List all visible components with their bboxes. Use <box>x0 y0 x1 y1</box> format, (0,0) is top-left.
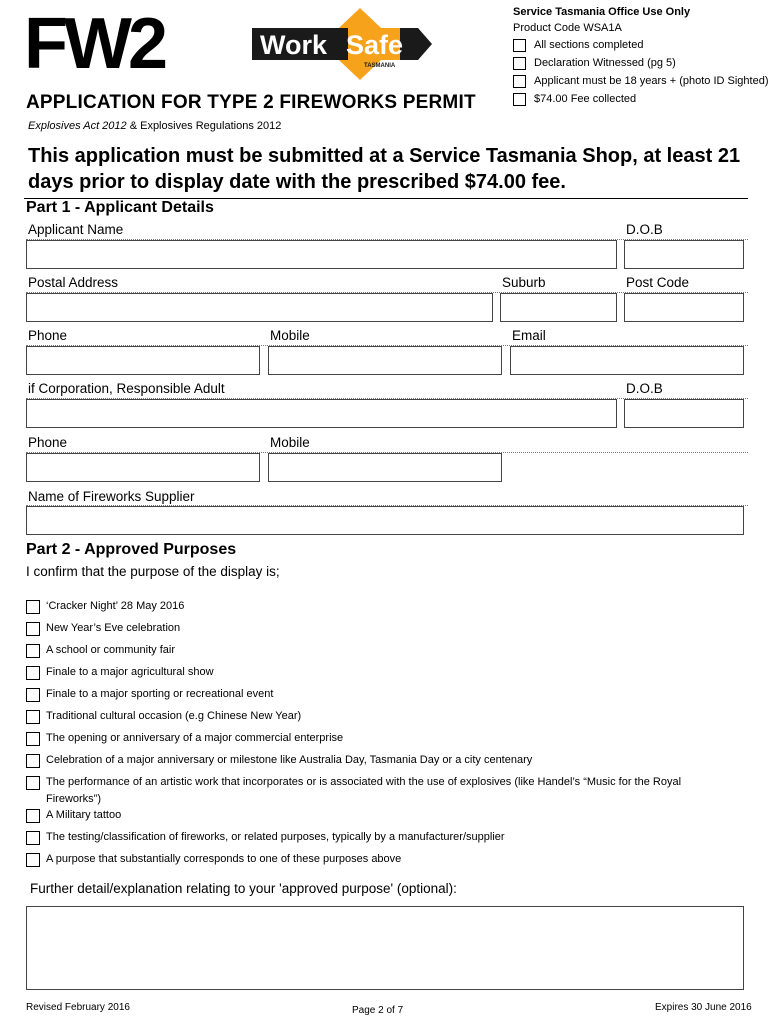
form-title: APPLICATION FOR TYPE 2 FIREWORKS PERMIT <box>26 92 476 113</box>
purpose-label: New Year’s Eve celebration <box>46 622 181 634</box>
purpose-label: A Military tattoo <box>46 809 122 821</box>
supplier-label: Name of Fireworks Supplier <box>28 489 195 504</box>
responsible-adult-field[interactable] <box>26 399 617 428</box>
purpose-checkbox[interactable] <box>26 809 40 823</box>
purpose-label: A purpose that substantially corresponds to one of these purposes above <box>46 853 402 865</box>
office-check-row[interactable] <box>513 72 769 90</box>
dob2-label: D.O.B <box>626 381 663 396</box>
purpose-option[interactable] <box>26 774 726 808</box>
corporation-label: if Corporation, Responsible Adult <box>28 381 225 396</box>
purpose-option[interactable] <box>26 708 301 725</box>
purpose-option[interactable] <box>26 664 214 681</box>
purpose-checkbox[interactable] <box>26 853 40 867</box>
submission-notice: This application must be submitted at a Service Tasmania Shop, at least 21 days prior to display date with the prescribed $74.00 fee. <box>28 145 741 193</box>
legislation-reference <box>28 120 281 132</box>
purpose-option[interactable] <box>26 620 180 637</box>
phone-field[interactable] <box>26 346 260 375</box>
purpose-option[interactable] <box>26 598 184 615</box>
post-code-label: Post Code <box>626 275 690 290</box>
office-check-row[interactable] <box>513 54 769 72</box>
act-name: Explosives Act 2012 <box>28 120 127 132</box>
purpose-option[interactable] <box>26 642 175 659</box>
purpose-checkbox[interactable] <box>26 732 40 746</box>
purpose-option[interactable] <box>26 829 505 846</box>
applicant-name-label: Applicant Name <box>28 222 124 237</box>
part1-title: Part 1 - Applicant Details <box>26 199 214 216</box>
email-field[interactable] <box>510 346 744 375</box>
office-checkbox[interactable] <box>513 57 526 70</box>
revised-date: Revised February 2016 <box>26 1002 130 1013</box>
regulations-name: & Explosives Regulations 2012 <box>126 120 282 132</box>
purpose-label: The performance of an artistic work that incorporates or is associated with the use of explosives (like Handel’s “Music for the Royal Fireworks”) <box>46 776 682 805</box>
part2-intro: I confirm that the purpose of the display is; <box>26 564 280 579</box>
purpose-checkbox[interactable] <box>26 622 40 636</box>
mobile2-field[interactable] <box>268 453 502 482</box>
further-detail-textarea[interactable] <box>26 906 744 990</box>
dob-field[interactable] <box>624 240 744 269</box>
postal-address-label: Postal Address <box>28 275 119 290</box>
purpose-checkbox[interactable] <box>26 776 40 790</box>
office-checkbox[interactable] <box>513 93 526 106</box>
mobile2-label: Mobile <box>270 435 310 450</box>
logo-word-safe: Safe <box>346 30 404 60</box>
worksafe-logo <box>248 6 438 82</box>
suburb-label: Suburb <box>502 275 546 290</box>
purpose-label: Traditional cultural occasion (e.g Chinese New Year) <box>46 710 302 722</box>
purpose-option[interactable] <box>26 807 121 824</box>
logo-sub: TASMANIA <box>364 63 396 69</box>
purpose-checkbox[interactable] <box>26 644 40 658</box>
expiry-date: Expires 30 June 2016 <box>655 1002 752 1013</box>
post-code-field[interactable] <box>624 293 744 322</box>
office-check-label: Declaration Witnessed (pg 5) <box>534 57 676 69</box>
purpose-checkbox[interactable] <box>26 688 40 702</box>
office-use-box <box>513 4 769 108</box>
postal-address-field[interactable] <box>26 293 493 322</box>
office-checkbox[interactable] <box>513 75 526 88</box>
supplier-field[interactable] <box>26 506 744 535</box>
purpose-option[interactable] <box>26 730 343 747</box>
phone2-field[interactable] <box>26 453 260 482</box>
purpose-option[interactable] <box>26 686 273 703</box>
office-use-title: Service Tasmania Office Use Only <box>513 6 691 18</box>
office-check-label: Applicant must be 18 years + (photo ID Sighted) <box>534 75 769 87</box>
page-number: Page 2 of 7 <box>352 1005 404 1016</box>
purpose-checkbox[interactable] <box>26 831 40 845</box>
mobile-label: Mobile <box>270 328 310 343</box>
purpose-label: Finale to a major agricultural show <box>46 666 214 678</box>
suburb-field[interactable] <box>500 293 617 322</box>
office-checkbox[interactable] <box>513 39 526 52</box>
office-check-label: $74.00 Fee collected <box>534 93 637 105</box>
applicant-name-field[interactable] <box>26 240 617 269</box>
mobile-field[interactable] <box>268 346 502 375</box>
form-code: FW2 <box>24 4 164 84</box>
further-detail-label: Further detail/explanation relating to your 'approved purpose' (optional): <box>30 881 457 896</box>
purpose-checkbox[interactable] <box>26 710 40 724</box>
email-label: Email <box>512 328 546 343</box>
purpose-label: A school or community fair <box>46 644 175 656</box>
product-code: Product Code WSA1A <box>513 22 622 34</box>
office-check-label: All sections completed <box>534 39 644 51</box>
purpose-label: ‘Cracker Night’ 28 May 2016 <box>46 600 185 612</box>
purpose-checkbox[interactable] <box>26 754 40 768</box>
purpose-label: Celebration of a major anniversary or milestone like Australia Day, Tasmania Day or a city centenary <box>46 754 533 766</box>
purpose-label: Finale to a major sporting or recreational event <box>46 688 274 700</box>
logo-word-work: Work <box>260 30 328 60</box>
dob2-field[interactable] <box>624 399 744 428</box>
purpose-option[interactable] <box>26 752 532 769</box>
phone2-label: Phone <box>28 435 68 450</box>
dob-label: D.O.B <box>626 222 663 237</box>
purpose-checkbox[interactable] <box>26 666 40 680</box>
phone-label: Phone <box>28 328 68 343</box>
office-check-row[interactable] <box>513 90 769 108</box>
purpose-label: The testing/classification of fireworks, or related purposes, typically by a manufacturer/supplier <box>46 831 505 843</box>
purpose-checkbox[interactable] <box>26 600 40 614</box>
purpose-option[interactable] <box>26 851 401 868</box>
office-check-row[interactable] <box>513 36 769 54</box>
purpose-label: The opening or anniversary of a major commercial enterprise <box>46 732 344 744</box>
part2-title: Part 2 - Approved Purposes <box>26 541 237 558</box>
